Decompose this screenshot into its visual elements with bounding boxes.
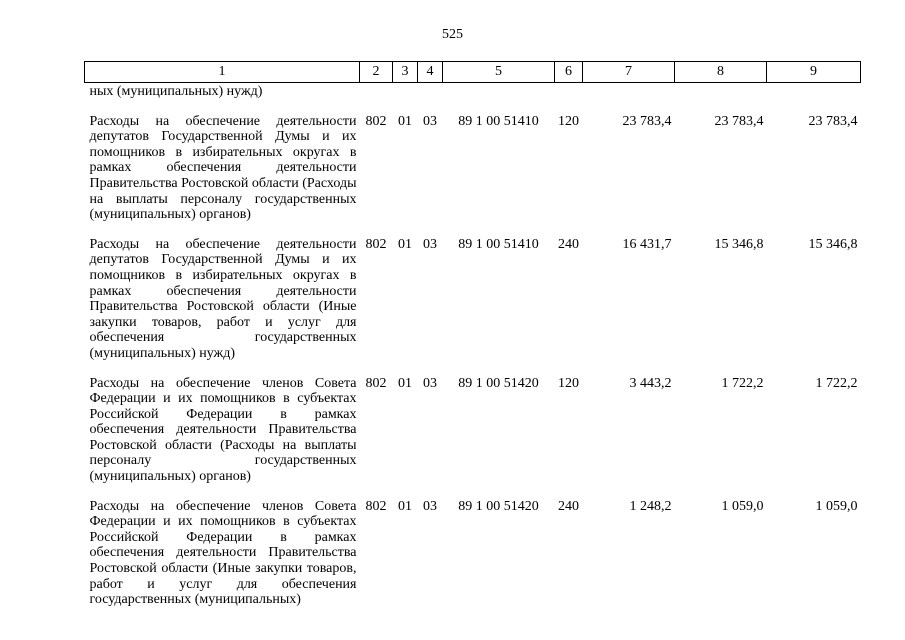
cell-ministry-code: 802 (365, 498, 387, 514)
header-cell-9: 9 (767, 62, 861, 83)
cell-subsection: 03 (423, 498, 437, 514)
cell-amount-8: 15 346,8 (714, 236, 764, 252)
cell-expense-type: 120 (558, 113, 579, 129)
header-cell-4: 4 (418, 62, 443, 83)
cell-subsection: 03 (423, 375, 437, 391)
cell-expense-type: 120 (558, 375, 579, 391)
table-row (85, 223, 861, 362)
cell-amount-7: 3 443,2 (629, 375, 672, 391)
cell-target-article: 89 1 00 51420 (458, 375, 539, 391)
cell-amount-8: 23 783,4 (714, 113, 764, 129)
table-header-row (85, 62, 861, 83)
row-description: Расходы на обеспечение деятельности депутатов Государственной Думы и их помощников в избирательных округах в рамках обеспечения деятельности Правительства Ростовской области (Иные закупки товаров, работ и услуг для обеспечения государственных (муниципальных) нужд) (89, 236, 357, 361)
cell-expense-type: 240 (558, 498, 579, 514)
table-row (85, 485, 861, 608)
row-description: Расходы на обеспечение членов Совета Федерации и их помощников в субъектах Российской Федерации в рамках обеспечения деятельности Правительства Ростовской области (Иные закупки товаров, работ и услуг для обеспечения государственных (муниципальных) (89, 498, 357, 608)
cell-amount-9: 1 059,0 (815, 498, 858, 514)
continuation-text: ных (муниципальных) нужд) (89, 84, 263, 99)
table-row (85, 100, 861, 223)
cell-subsection: 03 (423, 236, 437, 252)
cell-ministry-code: 802 (365, 236, 387, 252)
cell-expense-type: 240 (558, 236, 579, 252)
budget-table (84, 61, 861, 608)
cell-amount-7: 23 783,4 (622, 113, 672, 129)
cell-subsection: 03 (423, 113, 437, 129)
header-cell-1: 1 (85, 62, 360, 83)
cell-ministry-code: 802 (365, 113, 387, 129)
header-cell-5: 5 (443, 62, 555, 83)
cell-section: 01 (398, 113, 412, 129)
header-cell-7: 7 (583, 62, 675, 83)
cell-amount-8: 1 059,0 (721, 498, 764, 514)
cell-target-article: 89 1 00 51410 (458, 113, 539, 129)
cell-target-article: 89 1 00 51410 (458, 236, 539, 252)
cell-section: 01 (398, 375, 412, 391)
cell-amount-7: 1 248,2 (629, 498, 672, 514)
cell-target-article: 89 1 00 51420 (458, 498, 539, 514)
cell-ministry-code: 802 (365, 375, 387, 391)
header-cell-2: 2 (360, 62, 393, 83)
header-cell-3: 3 (393, 62, 418, 83)
cell-amount-8: 1 722,2 (721, 375, 764, 391)
header-cell-6: 6 (555, 62, 583, 83)
table-row (85, 362, 861, 485)
cell-section: 01 (398, 498, 412, 514)
cell-section: 01 (398, 236, 412, 252)
row-description: Расходы на обеспечение членов Совета Федерации и их помощников в субъектах Российской Федерации в рамках обеспечения деятельности Правительства Ростовской области (Расходы на выплаты персоналу государственных (муниципальных) органов) (89, 375, 357, 485)
cell-amount-7: 16 431,7 (622, 236, 672, 252)
cell-amount-9: 23 783,4 (808, 113, 858, 129)
cell-amount-9: 1 722,2 (815, 375, 858, 391)
continuation-row (85, 83, 861, 100)
row-description: Расходы на обеспечение деятельности депутатов Государственной Думы и их помощников в избирательных округах в рамках обеспечения деятельности Правительства Ростовской области (Расходы на выплаты персоналу государственных (муниципальных) органов) (89, 113, 357, 223)
header-cell-8: 8 (675, 62, 767, 83)
cell-amount-9: 15 346,8 (808, 236, 858, 252)
page-number: 525 (442, 27, 463, 42)
